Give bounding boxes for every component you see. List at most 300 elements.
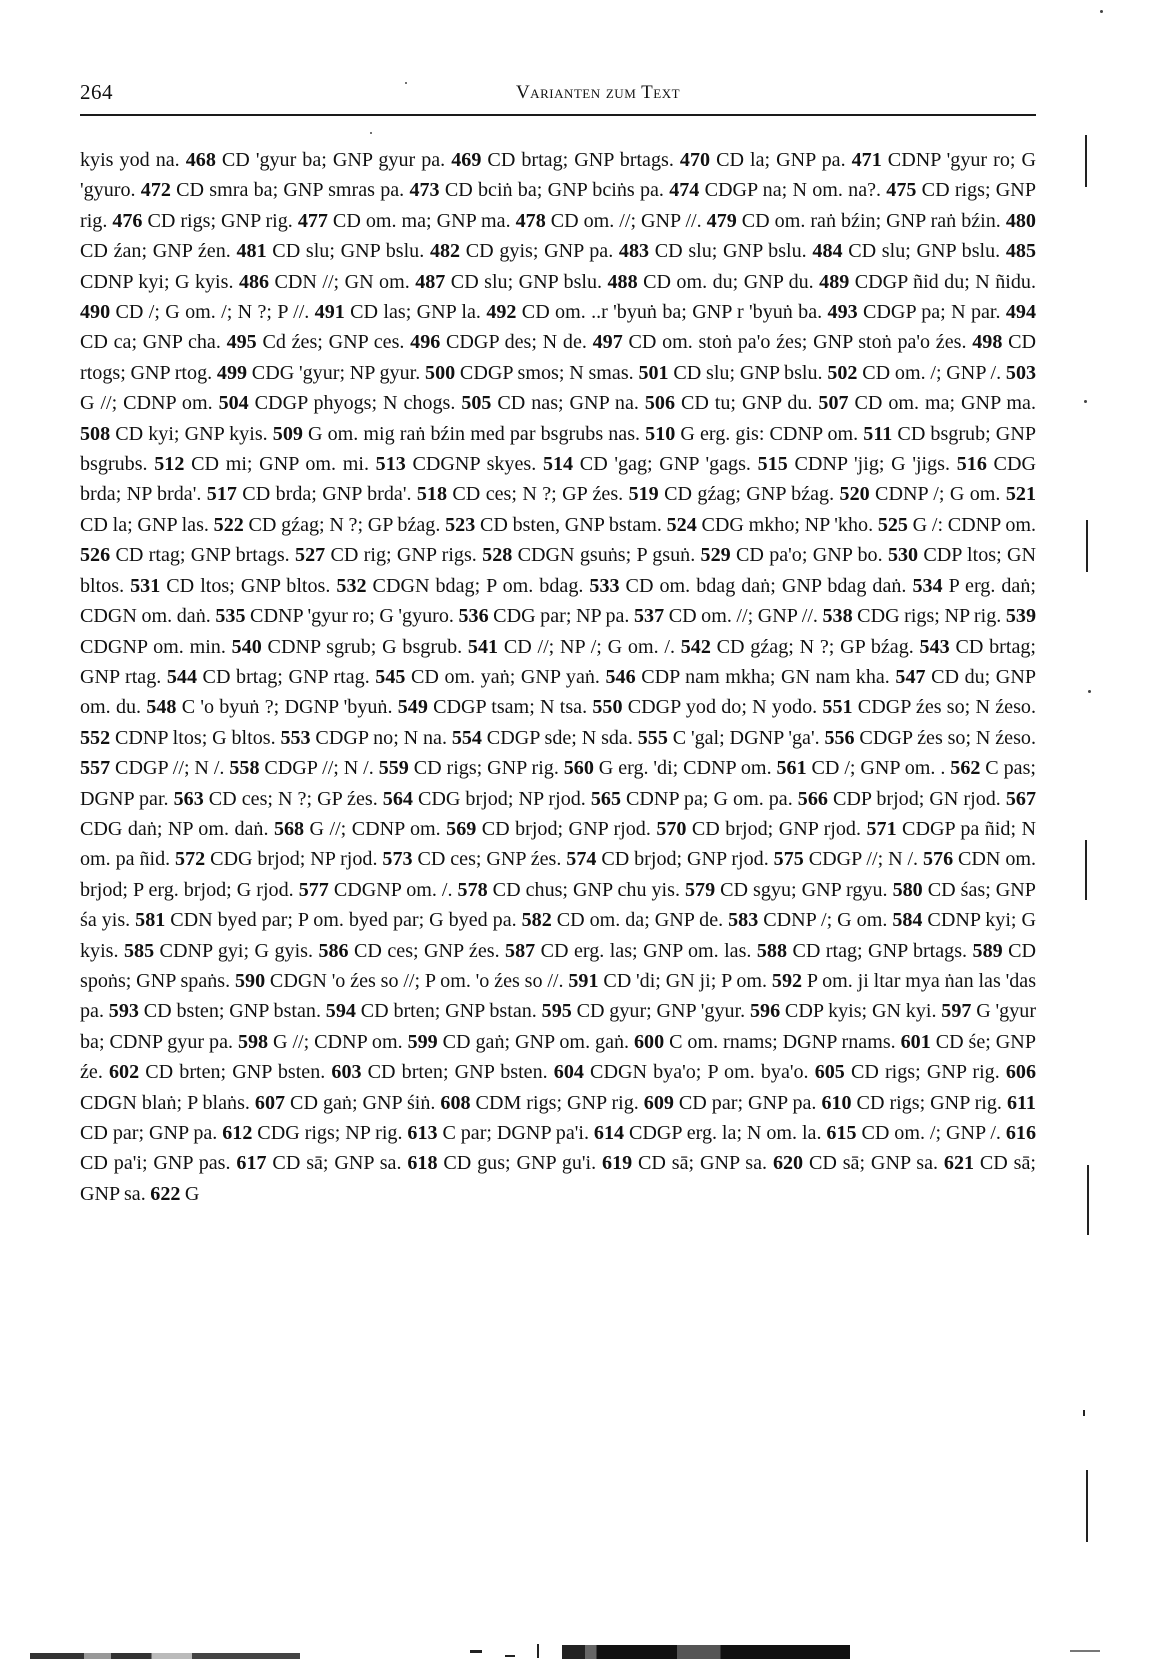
entry-number: 509 <box>272 422 303 445</box>
variant-reading: CDN //; GN om. <box>269 270 416 293</box>
scan-margin-mark <box>1085 135 1087 187</box>
entry-number: 542 <box>680 635 711 658</box>
variant-reading: CDNP 'gyur ro; G 'gyuro. <box>245 605 459 628</box>
page-header <box>80 80 1036 112</box>
variant-reading: CD ces; N ?; GP źes. <box>447 483 629 506</box>
variant-reading: CDNP sgrub; G bsgrub. <box>261 635 468 658</box>
entry-number: 503 <box>1005 361 1037 384</box>
variant-reading: CD om. /; GNP /. <box>857 361 1006 384</box>
variant-reading: CD sā; GNP sa. <box>803 1152 944 1175</box>
variant-reading: CD sā; GNP sa. <box>80 1152 1036 1205</box>
variant-reading: CD slu; GNP bslu. <box>842 240 1006 263</box>
scan-edge-bar <box>470 1650 482 1653</box>
variant-reading: CD par; GNP pa. <box>673 1091 822 1114</box>
variant-reading: CDGP des; N de. <box>440 331 593 354</box>
variant-reading: CD du; GNP om. du. <box>80 665 1037 719</box>
entry-number: 556 <box>824 726 855 749</box>
variant-reading: CDP brjod; GN rjod. <box>827 787 1006 810</box>
variant-reading: CD rtogs; GNP rtog. <box>80 331 1036 384</box>
entry-number: 599 <box>407 1030 438 1053</box>
entry-number: 528 <box>482 544 513 567</box>
entry-number: 586 <box>318 939 349 962</box>
entry-number: 507 <box>818 392 849 415</box>
scan-edge-bar <box>1070 1650 1100 1652</box>
variant-reading: P om. ji ltar mya ṅan las 'das pa. <box>80 969 1037 1023</box>
variant-reading: C 'o byuṅ ?; DGNP 'byuṅ. <box>176 696 398 719</box>
scan-margin-mark <box>1086 1470 1088 1542</box>
variant-reading: G om. mig raṅ bźin med par bsgrubs nas. <box>302 422 646 445</box>
variant-apparatus-text <box>80 145 1036 1209</box>
entry-number: 491 <box>314 301 345 324</box>
variant-reading: CD rtag; GNP brtags. <box>787 939 973 962</box>
entry-number: 622 <box>150 1182 181 1205</box>
entry-number: 540 <box>231 635 262 658</box>
entry-number: 536 <box>458 605 489 628</box>
scan-margin-mark <box>1087 1165 1089 1235</box>
variant-reading: kyis yod na. <box>80 149 186 171</box>
variant-reading: CDGNP om. /. <box>328 878 458 901</box>
entry-number: 482 <box>429 240 461 263</box>
entry-number: 567 <box>1005 787 1036 810</box>
variant-reading: CDG brjod; NP rjod. <box>412 787 591 810</box>
entry-number: 584 <box>892 909 923 932</box>
entry-number: 496 <box>410 331 441 354</box>
entry-number: 598 <box>237 1030 269 1053</box>
entry-number: 523 <box>445 513 476 536</box>
variant-reading: CD pa'i; GNP pas. <box>80 1152 237 1175</box>
entry-number: 566 <box>797 787 828 810</box>
entry-number: 578 <box>457 878 488 901</box>
variant-reading: CDGP //; N /. <box>259 757 379 780</box>
entry-number: 618 <box>407 1152 438 1175</box>
variant-reading: CDNP /; G om. <box>758 909 893 932</box>
variant-reading: CD smra ba; GNP smras pa. <box>170 179 410 202</box>
entry-number: 589 <box>972 939 1003 962</box>
entry-number: 478 <box>515 209 546 232</box>
entry-number: 620 <box>772 1152 804 1175</box>
scan-edge-bar <box>562 1645 850 1659</box>
scan-margin-mark <box>1085 840 1087 900</box>
entry-number: 555 <box>637 726 668 749</box>
variant-reading: CD ces; GNP źes. <box>412 848 567 871</box>
variant-reading: CD om. du; GNP du. <box>637 270 820 293</box>
entry-number: 583 <box>728 909 759 932</box>
entry-number: 539 <box>1005 605 1036 628</box>
entry-number: 529 <box>700 544 731 567</box>
entry-number: 514 <box>542 453 574 476</box>
variant-reading: CD slu; GNP bslu. <box>668 361 828 384</box>
entry-number: 545 <box>375 665 406 688</box>
variant-reading: CDGP phyogs; N chogs. <box>248 392 462 415</box>
entry-number: 468 <box>185 149 216 171</box>
entry-number: 500 <box>425 361 456 384</box>
variant-reading: CD erg. las; GNP om. las. <box>535 939 757 962</box>
variant-reading: CD /; GNP om. . <box>806 757 951 780</box>
variant-reading: CDNP kyi; G kyis. <box>80 909 1036 962</box>
entry-number: 554 <box>451 726 482 749</box>
variant-reading: CD 'di; GN ji; P om. <box>598 969 772 992</box>
variant-reading: CDG rigs; NP rig. <box>852 605 1006 628</box>
entry-number: 561 <box>776 757 807 780</box>
variant-reading: CDGP pa ñid; N om. pa ñid. <box>80 817 1036 871</box>
variant-reading: CDG par; NP pa. <box>488 605 634 628</box>
variant-reading: CDGN gsuṅs; P gsuṅ. <box>512 544 701 567</box>
variant-reading: G <box>180 1182 200 1205</box>
variant-reading: CD gźag; N ?; GP bźag. <box>243 513 446 536</box>
variant-reading: G 'gyur ba; CDNP gyur pa. <box>80 1000 1037 1053</box>
variant-reading: CD ltos; GNP bltos. <box>160 574 337 597</box>
variant-reading: G //; CDNP om. <box>304 817 447 840</box>
scan-edge-bar <box>505 1655 515 1657</box>
entry-number: 474 <box>669 179 700 202</box>
entry-number: 596 <box>749 1000 781 1023</box>
entry-number: 543 <box>919 635 950 658</box>
entry-number: 508 <box>80 422 111 445</box>
variant-reading: CDGP sde; N sda. <box>481 726 638 749</box>
variant-reading: Cd źes; GNP ces. <box>256 331 411 354</box>
scan-speck <box>1088 690 1091 693</box>
entry-number: 513 <box>375 453 406 476</box>
variant-reading: CD //; NP /; G om. /. <box>498 635 681 658</box>
variant-reading: CD la; GNP las. <box>80 513 214 536</box>
variant-reading: CDGP no; N na. <box>310 726 452 749</box>
variant-reading: CDGN blaṅ; P blaṅs. <box>80 1091 255 1114</box>
scan-speck <box>1083 1410 1085 1416</box>
entry-number: 522 <box>213 513 244 536</box>
entry-number: 534 <box>912 574 943 597</box>
header-rule <box>80 114 1036 116</box>
variant-reading: CD nas; GNP na. <box>491 392 645 415</box>
variant-reading: CD sgyu; GNP rgyu. <box>715 878 893 901</box>
entry-number: 551 <box>822 696 853 719</box>
entry-number: 471 <box>851 149 882 171</box>
variant-reading: CDG rigs; NP rig. <box>252 1122 408 1144</box>
entry-number: 506 <box>644 392 676 415</box>
entry-number: 604 <box>553 1061 584 1084</box>
variant-reading: CD las; GNP la. <box>344 301 487 324</box>
entry-number: 585 <box>123 939 155 962</box>
variant-reading: CDGP źes so; N źeso. <box>852 696 1036 719</box>
entry-number: 537 <box>634 605 665 628</box>
variant-reading: G erg. gis: CDNP om. <box>675 422 864 445</box>
variant-reading: C pas; DGNP par. <box>80 757 1036 810</box>
entry-number: 580 <box>892 878 923 901</box>
variant-reading: C 'gal; DGNP 'ga'. <box>667 726 825 749</box>
entry-number: 483 <box>618 240 650 263</box>
variant-reading: CDGP erg. la; N om. la. <box>624 1122 827 1144</box>
variant-reading: CD bciṅ ba; GNP bciṅs pa. <box>439 179 670 202</box>
entry-number: 571 <box>866 817 897 840</box>
variant-reading: CD slu; GNP bslu. <box>266 240 430 263</box>
variant-reading: CD om. stoṅ pa'o źes; GNP stoṅ pa'o źes. <box>622 331 973 354</box>
entry-number: 576 <box>922 848 954 871</box>
variant-reading: CDGN 'o źes so //; P om. 'o źes so //. <box>265 969 569 992</box>
variant-reading: CD pa'o; GNP bo. <box>730 544 888 567</box>
entry-number: 591 <box>568 969 599 992</box>
entry-number: 510 <box>645 422 676 445</box>
entry-number: 612 <box>222 1122 253 1144</box>
entry-number: 475 <box>886 179 917 202</box>
entry-number: 533 <box>589 574 620 597</box>
entry-number: 493 <box>827 301 858 324</box>
variant-reading: CD brda; GNP brda'. <box>236 483 417 506</box>
page-number: 264 <box>80 80 113 104</box>
scan-speck <box>405 82 407 84</box>
entry-number: 574 <box>566 848 597 871</box>
scan-edge-bar <box>537 1644 539 1658</box>
variant-reading: CDGP pa; N par. <box>857 301 1006 324</box>
entry-number: 577 <box>298 878 329 901</box>
variant-reading: CD rigs; GNP rig. <box>408 757 564 780</box>
variant-reading: CDNP gyi; G gyis. <box>154 939 319 962</box>
variant-reading: CD om. yaṅ; GNP yaṅ. <box>405 665 606 688</box>
entry-number: 495 <box>226 331 257 354</box>
entry-number: 487 <box>415 270 446 293</box>
variant-reading: CDGNP om. min. <box>80 635 232 658</box>
entry-number: 527 <box>295 544 326 567</box>
variant-reading: CD brjod; GNP rjod. <box>686 817 867 840</box>
entry-number: 497 <box>592 331 623 354</box>
entry-number: 605 <box>814 1061 845 1084</box>
entry-number: 544 <box>166 665 197 688</box>
entry-number: 546 <box>605 665 636 688</box>
variant-reading: CDG brjod; NP rjod. <box>205 848 383 871</box>
variant-reading: CD sā; GNP sa. <box>266 1152 408 1175</box>
entry-number: 552 <box>80 726 111 749</box>
variant-reading: CD om. da; GNP de. <box>551 909 729 932</box>
variant-reading: CD sā; GNP sa. <box>632 1152 773 1175</box>
entry-number: 485 <box>1005 240 1036 263</box>
entry-number: 498 <box>972 331 1003 354</box>
entry-number: 611 <box>1006 1091 1036 1114</box>
variant-reading: CD rigs; GNP rig. <box>142 209 298 232</box>
variant-reading: CD om. //; GNP //. <box>545 209 707 232</box>
variant-reading: CD om. ma; GNP ma. <box>848 392 1037 415</box>
entry-number: 479 <box>706 209 737 232</box>
variant-reading: CDP kyis; GN kyi. <box>780 1000 942 1023</box>
variant-reading: CD śe; GNP źe. <box>80 1030 1036 1084</box>
entry-number: 613 <box>407 1122 438 1144</box>
entry-number: 614 <box>593 1122 625 1144</box>
variant-reading: CDG mkho; NP 'kho. <box>696 513 878 536</box>
entry-number: 531 <box>130 574 161 597</box>
entry-number: 606 <box>1005 1061 1036 1084</box>
variant-reading: CD ces; N ?; GP źes. <box>203 787 383 810</box>
variant-reading: CD rigs; GNP rig. <box>851 1091 1007 1114</box>
variant-reading: CD bsten; GNP bstan. <box>138 1000 326 1023</box>
entry-number: 490 <box>80 301 111 324</box>
entry-number: 548 <box>146 696 177 719</box>
variant-reading: CDNP pa; G om. pa. <box>620 787 798 810</box>
variant-reading: CDP nam mkha; GN nam kha. <box>635 665 896 688</box>
entry-number: 501 <box>638 361 669 384</box>
variant-reading: CDGP źes so; N źeso. <box>854 726 1036 749</box>
entry-number: 590 <box>234 969 266 992</box>
entry-number: 488 <box>607 270 638 293</box>
entry-number: 588 <box>756 939 788 962</box>
variant-reading: CD brtag; GNP brtags. <box>481 149 680 171</box>
scan-speck <box>1084 400 1087 403</box>
entry-number: 550 <box>592 696 623 719</box>
entry-number: 558 <box>229 757 260 780</box>
variant-reading: CD /; G om. /; N ?; P //. <box>110 301 315 324</box>
variant-reading: CD gaṅ; GNP śiṅ. <box>285 1091 441 1114</box>
entry-number: 575 <box>773 848 804 871</box>
variant-reading: CDGNP skyes. <box>405 453 543 476</box>
variant-reading: CDN om. brjod; P erg. brjod; G rjod. <box>80 848 1037 901</box>
variant-reading: CD 'gyur ba; GNP gyur pa. <box>215 149 452 171</box>
entry-number: 602 <box>108 1061 140 1084</box>
variant-reading: CD brtag; GNP rtag. <box>80 635 1036 688</box>
entry-number: 473 <box>409 179 440 202</box>
scan-margin-mark <box>1086 520 1088 572</box>
entry-number: 470 <box>679 149 711 171</box>
variant-reading: G //; CDNP om. <box>268 1030 408 1053</box>
entry-number: 476 <box>112 209 143 232</box>
entry-number: 616 <box>1005 1122 1036 1144</box>
entry-number: 515 <box>757 453 788 476</box>
entry-number: 593 <box>108 1000 139 1023</box>
variant-reading: CD rig; GNP rigs. <box>325 544 483 567</box>
entry-number: 564 <box>382 787 413 810</box>
variant-reading: CD slu; GNP bslu. <box>649 240 813 263</box>
variant-reading: CDGP na; N om. na?. <box>699 179 887 202</box>
entry-number: 615 <box>826 1122 857 1144</box>
entry-number: 621 <box>943 1152 975 1175</box>
entry-number: 549 <box>397 696 428 719</box>
entry-number: 594 <box>325 1000 356 1023</box>
entry-number: 619 <box>602 1152 633 1175</box>
variant-reading: CDGN bya'o; P om. bya'o. <box>583 1061 815 1084</box>
variant-reading: CD la; GNP pa. <box>710 149 852 171</box>
entry-number: 607 <box>254 1091 286 1114</box>
entry-number: 477 <box>297 209 328 232</box>
variant-reading: CD om. bdag daṅ; GNP bdag daṅ. <box>619 574 913 597</box>
entry-number: 570 <box>656 817 687 840</box>
variant-reading: CD gźag; N ?; GP bźag. <box>710 635 920 658</box>
entry-number: 610 <box>821 1091 852 1114</box>
entry-number: 525 <box>877 513 908 536</box>
entry-number: 560 <box>563 757 594 780</box>
variant-reading: CDNP 'gyur ro; G 'gyuro. <box>80 149 1037 202</box>
variant-reading: CD tu; GNP du. <box>675 392 819 415</box>
entry-number: 600 <box>634 1030 665 1053</box>
entry-number: 480 <box>1005 209 1036 232</box>
variant-reading: CD om. ma; GNP ma. <box>327 209 516 232</box>
variant-reading: CDNP ltos; G bltos. <box>110 726 281 749</box>
variant-reading: C par; DGNP pa'i. <box>437 1122 594 1144</box>
entry-number: 502 <box>827 361 858 384</box>
entry-number: 494 <box>1005 301 1037 324</box>
variant-reading: CD brten; GNP bsten. <box>361 1061 554 1084</box>
entry-number: 609 <box>643 1091 674 1114</box>
variant-reading: CDP ltos; GN bltos. <box>80 544 1036 597</box>
variant-reading: G //; CDNP om. <box>80 392 219 415</box>
variant-reading: CD om. ..r 'byuṅ ba; GNP r 'byuṅ ba. <box>516 301 828 324</box>
variant-reading: CD slu; GNP bslu. <box>445 270 608 293</box>
entry-number: 601 <box>900 1030 931 1053</box>
variant-reading: CD brten; GNP bstan. <box>355 1000 542 1023</box>
variant-reading: CD gźag; GNP bźag. <box>658 483 840 506</box>
variant-reading: CD gyis; GNP pa. <box>460 240 619 263</box>
variant-reading: CD brtag; GNP rtag. <box>196 665 376 688</box>
variant-reading: CDGP smos; N smas. <box>455 361 639 384</box>
entry-number: 526 <box>80 544 111 567</box>
variant-reading: CDM rigs; GNP rig. <box>470 1091 644 1114</box>
running-head: Varianten zum Text <box>515 82 681 103</box>
entry-number: 521 <box>1005 483 1036 506</box>
entry-number: 516 <box>956 453 987 476</box>
entry-number: 592 <box>771 969 803 992</box>
entry-number: 579 <box>684 878 716 901</box>
entry-number: 557 <box>80 757 111 780</box>
variant-reading: CD mi; GNP om. mi. <box>184 453 376 476</box>
variant-reading: CD om. /; GNP /. <box>856 1122 1006 1144</box>
variant-reading: CD ces; GNP źes. <box>348 939 506 962</box>
entry-number: 535 <box>215 605 246 628</box>
entry-number: 559 <box>378 757 409 780</box>
entry-number: 595 <box>541 1000 572 1023</box>
entry-number: 553 <box>280 726 311 749</box>
scan-edge-bar <box>30 1653 300 1659</box>
variant-reading: CD bsgrub; GNP bsgrubs. <box>80 422 1037 476</box>
entry-number: 499 <box>216 361 248 384</box>
variant-reading: CD om. //; GNP //. <box>664 605 823 628</box>
entry-number: 617 <box>236 1152 267 1175</box>
variant-reading: CDG brda; NP brda'. <box>80 453 1036 506</box>
entry-number: 572 <box>175 848 206 871</box>
variant-reading: CD śas; GNP śa yis. <box>80 878 1036 932</box>
entry-number: 568 <box>273 817 305 840</box>
variant-reading: CD rigs; GNP rig. <box>844 1061 1006 1084</box>
variant-reading: CD brten; GNP bsten. <box>139 1061 332 1084</box>
variant-reading: CD om. raṅ bźin; GNP raṅ bźin. <box>736 209 1006 232</box>
entry-number: 489 <box>819 270 850 293</box>
entry-number: 538 <box>822 605 853 628</box>
entry-number: 569 <box>446 817 477 840</box>
entry-number: 608 <box>440 1091 471 1114</box>
entry-number: 481 <box>236 240 267 263</box>
entry-number: 505 <box>461 392 492 415</box>
entry-number: 472 <box>140 179 171 202</box>
variant-reading: CDGP //; N /. <box>803 848 923 871</box>
variant-reading: CDGP yod do; N yodo. <box>622 696 823 719</box>
entry-number: 518 <box>416 483 448 506</box>
entry-number: 517 <box>206 483 237 506</box>
entry-number: 562 <box>950 757 981 780</box>
scan-speck <box>370 132 372 134</box>
variant-reading: CDNP 'jig; G 'jigs. <box>787 453 957 476</box>
variant-reading: CD par; GNP pa. <box>80 1122 223 1144</box>
variant-reading: CD rtag; GNP brtags. <box>110 544 296 567</box>
variant-reading: CD gaṅ; GNP om. gaṅ. <box>437 1030 634 1053</box>
variant-reading: CDGP tsam; N tsa. <box>427 696 593 719</box>
entry-number: 524 <box>666 513 697 536</box>
variant-reading: CDGP //; N /. <box>110 757 230 780</box>
variant-reading: G /: CDNP om. <box>907 513 1037 536</box>
variant-reading: CDGP ñid du; N ñidu. <box>849 270 1036 293</box>
entry-number: 597 <box>941 1000 972 1023</box>
entry-number: 565 <box>590 787 621 810</box>
entry-number: 530 <box>887 544 919 567</box>
variant-reading: CD bsten, GNP bstam. <box>475 513 667 536</box>
variant-reading: CD spoṅs; GNP spaṅs. <box>80 939 1037 992</box>
entry-number: 547 <box>895 665 926 688</box>
variant-reading: C om. rnams; DGNP rnams. <box>664 1030 901 1053</box>
entry-number: 469 <box>451 149 482 171</box>
entry-number: 541 <box>467 635 499 658</box>
entry-number: 512 <box>154 453 185 476</box>
